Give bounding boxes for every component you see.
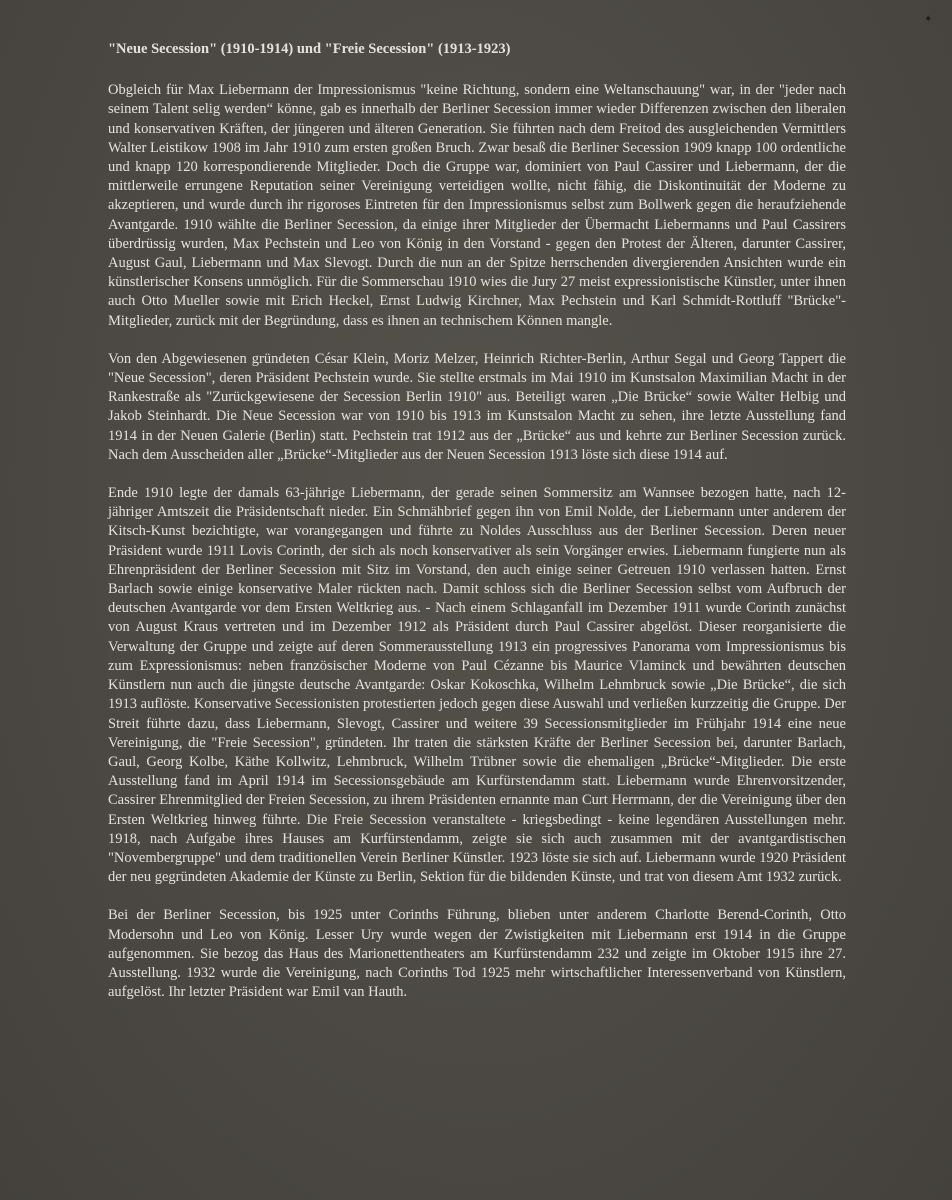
document-body bbox=[108, 40, 846, 1021]
paragraph-4: Bei der Berliner Secession, bis 1925 unter Corinths Führung, blieben unter anderem Charlotte Berend-Corinth, Otto Modersohn und Leo von König. Lesser Ury wurde wegen der Zwistigkeiten mit Liebermann erst 1914 in die Gruppe aufgenommen. Sie bezog das Haus des Marionettentheaters am Kurfürstendamm 232 und zeigte im Oktober 1915 ihre 27. Ausstellung. 1932 wurde die Vereinigung, nach Corinths Tod 1925 mehr wirtschaftlicher Interessenverband von Künstlern, aufgelöst. Ihr letzter Präsident war Emil van Hauth. bbox=[108, 907, 846, 1001]
paragraph-1: Obgleich für Max Liebermann der Impressionismus "keine Richtung, sondern eine Weltanschauung" war, in der "jeder nach seinem Talent selig werden“ könne, gab es innerhalb der Berliner Secession immer wieder Differenzen zwischen den liberalen und konservativen Kräften, der jüngeren und älteren Generation. Sie führten nach dem Freitod des ausgleichenden Vermittlers Walter Leistikow 1908 im Jahr 1910 zum ersten großen Bruch. Zwar besaß die Berliner Secession 1909 knapp 100 ordentliche und knapp 120 korrespondierende Mitglieder. Doch die Gruppe war, dominiert von Paul Cassirer und Liebermann, der die mittlerweile errungene Reputation seiner Vereinigung verteidigen wollte, nicht fähig, die Diskontinuität der Moderne zu akzeptieren, und wurde durch ihr rigoroses Eintreten für den Impressionismus selbst zum Bollwerk gegen die heraufziehende Avantgarde. 1910 wählte die Berliner Secession, da einige ihrer Mitglieder der Übermacht Liebermanns und Paul Cassirers überdrüssig wurden, Max Pechstein und Leo von König in den Vorstand - gegen den Protest der Älteren, darunter Cassirer, August Gaul, Liebermann und Max Slevogt. Durch die nun an der Spitze herrschenden divergierenden Ansichten wurde ein künstlerischer Konsens unmöglich. Für die Sommerschau 1910 wies die Jury 27 meist expressionistische Künstler, unter ihnen auch Otto Mueller sowie mit Erich Heckel, Ernst Ludwig Kirchner, Max Pechstein und Karl Schmidt-Rottluff "Brücke"-Mitglieder, zurück mit der Begründung, dass es ihnen an technischem Können mangle. bbox=[108, 82, 846, 329]
paragraph-2: Von den Abgewiesenen gründeten César Klein, Moriz Melzer, Heinrich Richter-Berlin, Arthur Segal und Georg Tappert die "Neue Secession", deren Präsident Pechstein wurde. Sie stellte erstmals im Mai 1910 im Kunstsalon Maximilian Macht in der Rankestraße als "Zurückgewiesene der Secession Berlin 1910" aus. Beteiligt waren „Die Brücke“ sowie Walter Helbig und Jakob Steinhardt. Die Neue Secession war von 1910 bis 1913 im Kunstsalon Macht zu sehen, ihre letzte Ausstellung fand 1914 in der Neuen Galerie (Berlin) statt. Pechstein trat 1912 aus der „Brücke“ aus und kehrte zur Berliner Secession zurück. Nach dem Ausscheiden aller „Brücke“-Mitglieder aus der Neuen Secession 1913 löste sich diese 1914 auf. bbox=[108, 350, 846, 463]
paragraph-3: Ende 1910 legte der damals 63-jährige Liebermann, der gerade seinen Sommersitz am Wannsee bezogen hatte, nach 12-jähriger Amtszeit die Präsidentschaft nieder. Ein Schmähbrief gegen ihn von Emil Nolde, der Liebermann unter anderem der Kitsch-Kunst bezichtigte, war vorangegangen und führte zu Noldes Ausschluss aus der Berliner Secession. Deren neuer Präsident wurde 1911 Lovis Corinth, der sich als noch konservativer als sein Vorgänger erwies. Liebermann fungierte nun als Ehrenpräsident der Berliner Secession mit Sitz im Vorstand, den auch einige seiner Getreuen 1910 verlassen hatten. Ernst Barlach sowie einige konservative Maler rückten nach. Damit schloss sich die Berliner Secession selbst vom Aufbruch der deutschen Avantgarde vor dem Ersten Weltkrieg aus. - Nach einem Schlaganfall im Dezember 1911 wurde Corinth zunächst von August Kraus vertreten und im Dezember 1912 als Präsident durch Paul Cassirer abgelöst. Dieser reorganisierte die Verwaltung der Gruppe und zeigte auf deren Sommerausstellung 1913 ein progressives Panorama vom Impressionismus bis zum Expressionismus: neben französischer Moderne von Paul Cézanne bis Maurice Vlaminck und bewährten deutschen Künstlern nun auch die jüngste deutsche Avantgarde: Oskar Kokoschka, Wilhelm Lehmbruck sowie „Die Brücke“, die sich 1913 auflöste. Konservative Secessionisten protestierten jedoch gegen diese Auswahl und verließen kurzzeitig die Gruppe. Der Streit führte dazu, dass Liebermann, Slevogt, Cassirer und weitere 39 Secessionsmitglieder im Frühjahr 1914 eine neue Vereinigung, die "Freie Secession", gründeten. Ihr traten die stärksten Kräfte der Berliner Secession bei, darunter Barlach, Gaul, Georg Kolbe, Käthe Kollwitz, Lehmbruck, Wilhelm Trübner sowie die ehemaligen „Brücke“-Mitglieder. Die erste Ausstellung fand im April 1914 im Secessionsgebäude am Kurfürstendamm statt. Liebermann wurde Ehrenvorsitzender, Cassirer Ehrenmitglied der Freien Secession, zu ihrem Präsidenten ernannte man Curt Herrmann, der die Vereinigung über den Ersten Weltkrieg hinweg führte. Die Freie Secession veranstaltete - kriegsbedingt - keine legendären Ausstellungen mehr. 1918, nach Aufgabe ihres Hauses am Kurfürstendamm, zeigte sie sich auch zusammen mit der avantgardistischen "Novembergruppe" und dem traditionellen Verein Berliner Künstler. 1923 löste sie sich auf. Liebermann wurde 1920 Präsident der neu gegründeten Akademie der Künste zu Berlin, Sektion für die bildenden Künste, und trat von diesem Amt 1932 zurück. bbox=[108, 485, 846, 886]
pushpin-icon: ✦ bbox=[924, 14, 933, 25]
document-title: "Neue Secession" (1910-1914) und "Freie Secession" (1913-1923) bbox=[108, 41, 511, 57]
